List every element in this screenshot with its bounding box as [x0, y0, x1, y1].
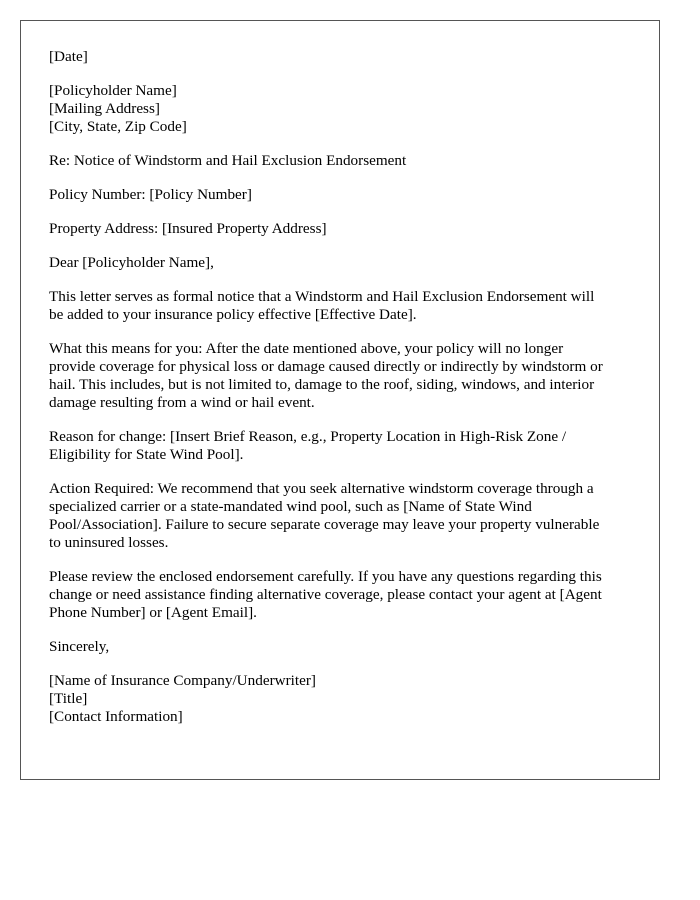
policy-number: Policy Number: [Policy Number] [49, 186, 252, 203]
property-address: Property Address: [Insured Property Address] [49, 220, 327, 237]
paragraph-line: change or need assistance finding alternative coverage, please contact your agent at [Agent [49, 586, 602, 603]
paragraph-line: Eligibility for State Wind Pool]. [49, 446, 244, 463]
recipient-address-block [49, 82, 631, 136]
recipient-city-state-zip: [City, State, Zip Code] [49, 118, 187, 135]
letter-page [20, 20, 660, 780]
letter-date [49, 48, 631, 66]
signature-contact: [Contact Information] [49, 708, 183, 725]
paragraph-line: to uninsured losses. [49, 534, 169, 551]
salutation-block [49, 254, 631, 272]
closing: Sincerely, [49, 638, 110, 655]
paragraph-line: This letter serves as formal notice that a Windstorm and Hail Exclusion Endorsement will [49, 288, 595, 305]
re-line: Re: Notice of Windstorm and Hail Exclusion Endorsement [49, 152, 407, 169]
paragraph-line: Reason for change: [Insert Brief Reason, e.g., Property Location in High-Risk Zone / [49, 428, 567, 445]
paragraph-line: provide coverage for physical loss or damage caused directly or indirectly by windstorm or [49, 358, 603, 375]
recipient-name: [Policyholder Name] [49, 82, 177, 99]
paragraph-reason [49, 428, 631, 464]
paragraph-line: hail. This includes, but is not limited to, damage to the roof, siding, windows, and interior [49, 376, 595, 393]
paragraph-meaning [49, 340, 631, 412]
signature-company: [Name of Insurance Company/Underwriter] [49, 672, 316, 689]
date-line: [Date] [49, 48, 88, 65]
subject-line [49, 152, 631, 170]
paragraph-line: Action Required: We recommend that you seek alternative windstorm coverage through a [49, 480, 594, 497]
paragraph-action [49, 480, 631, 552]
policy-number-line [49, 186, 631, 204]
paragraph-line: Phone Number] or [Agent Email]. [49, 604, 257, 621]
paragraph-line: What this means for you: After the date mentioned above, your policy will no longer [49, 340, 564, 357]
closing-block [49, 638, 631, 656]
paragraph-review [49, 568, 631, 622]
paragraph-line: Pool/Association]. Failure to secure separate coverage may leave your property vulnerable [49, 516, 600, 533]
property-address-line [49, 220, 631, 238]
paragraph-line: be added to your insurance policy effective [Effective Date]. [49, 306, 417, 323]
salutation: Dear [Policyholder Name], [49, 254, 214, 271]
paragraph-notice [49, 288, 631, 324]
paragraph-line: damage resulting from a wind or hail event. [49, 394, 315, 411]
recipient-mailing-address: [Mailing Address] [49, 100, 160, 117]
paragraph-line: specialized carrier or a state-mandated wind pool, such as [Name of State Wind [49, 498, 532, 515]
paragraph-line: Please review the enclosed endorsement carefully. If you have any questions regarding this [49, 568, 602, 585]
signature-block [49, 672, 631, 726]
signature-title: [Title] [49, 690, 88, 707]
